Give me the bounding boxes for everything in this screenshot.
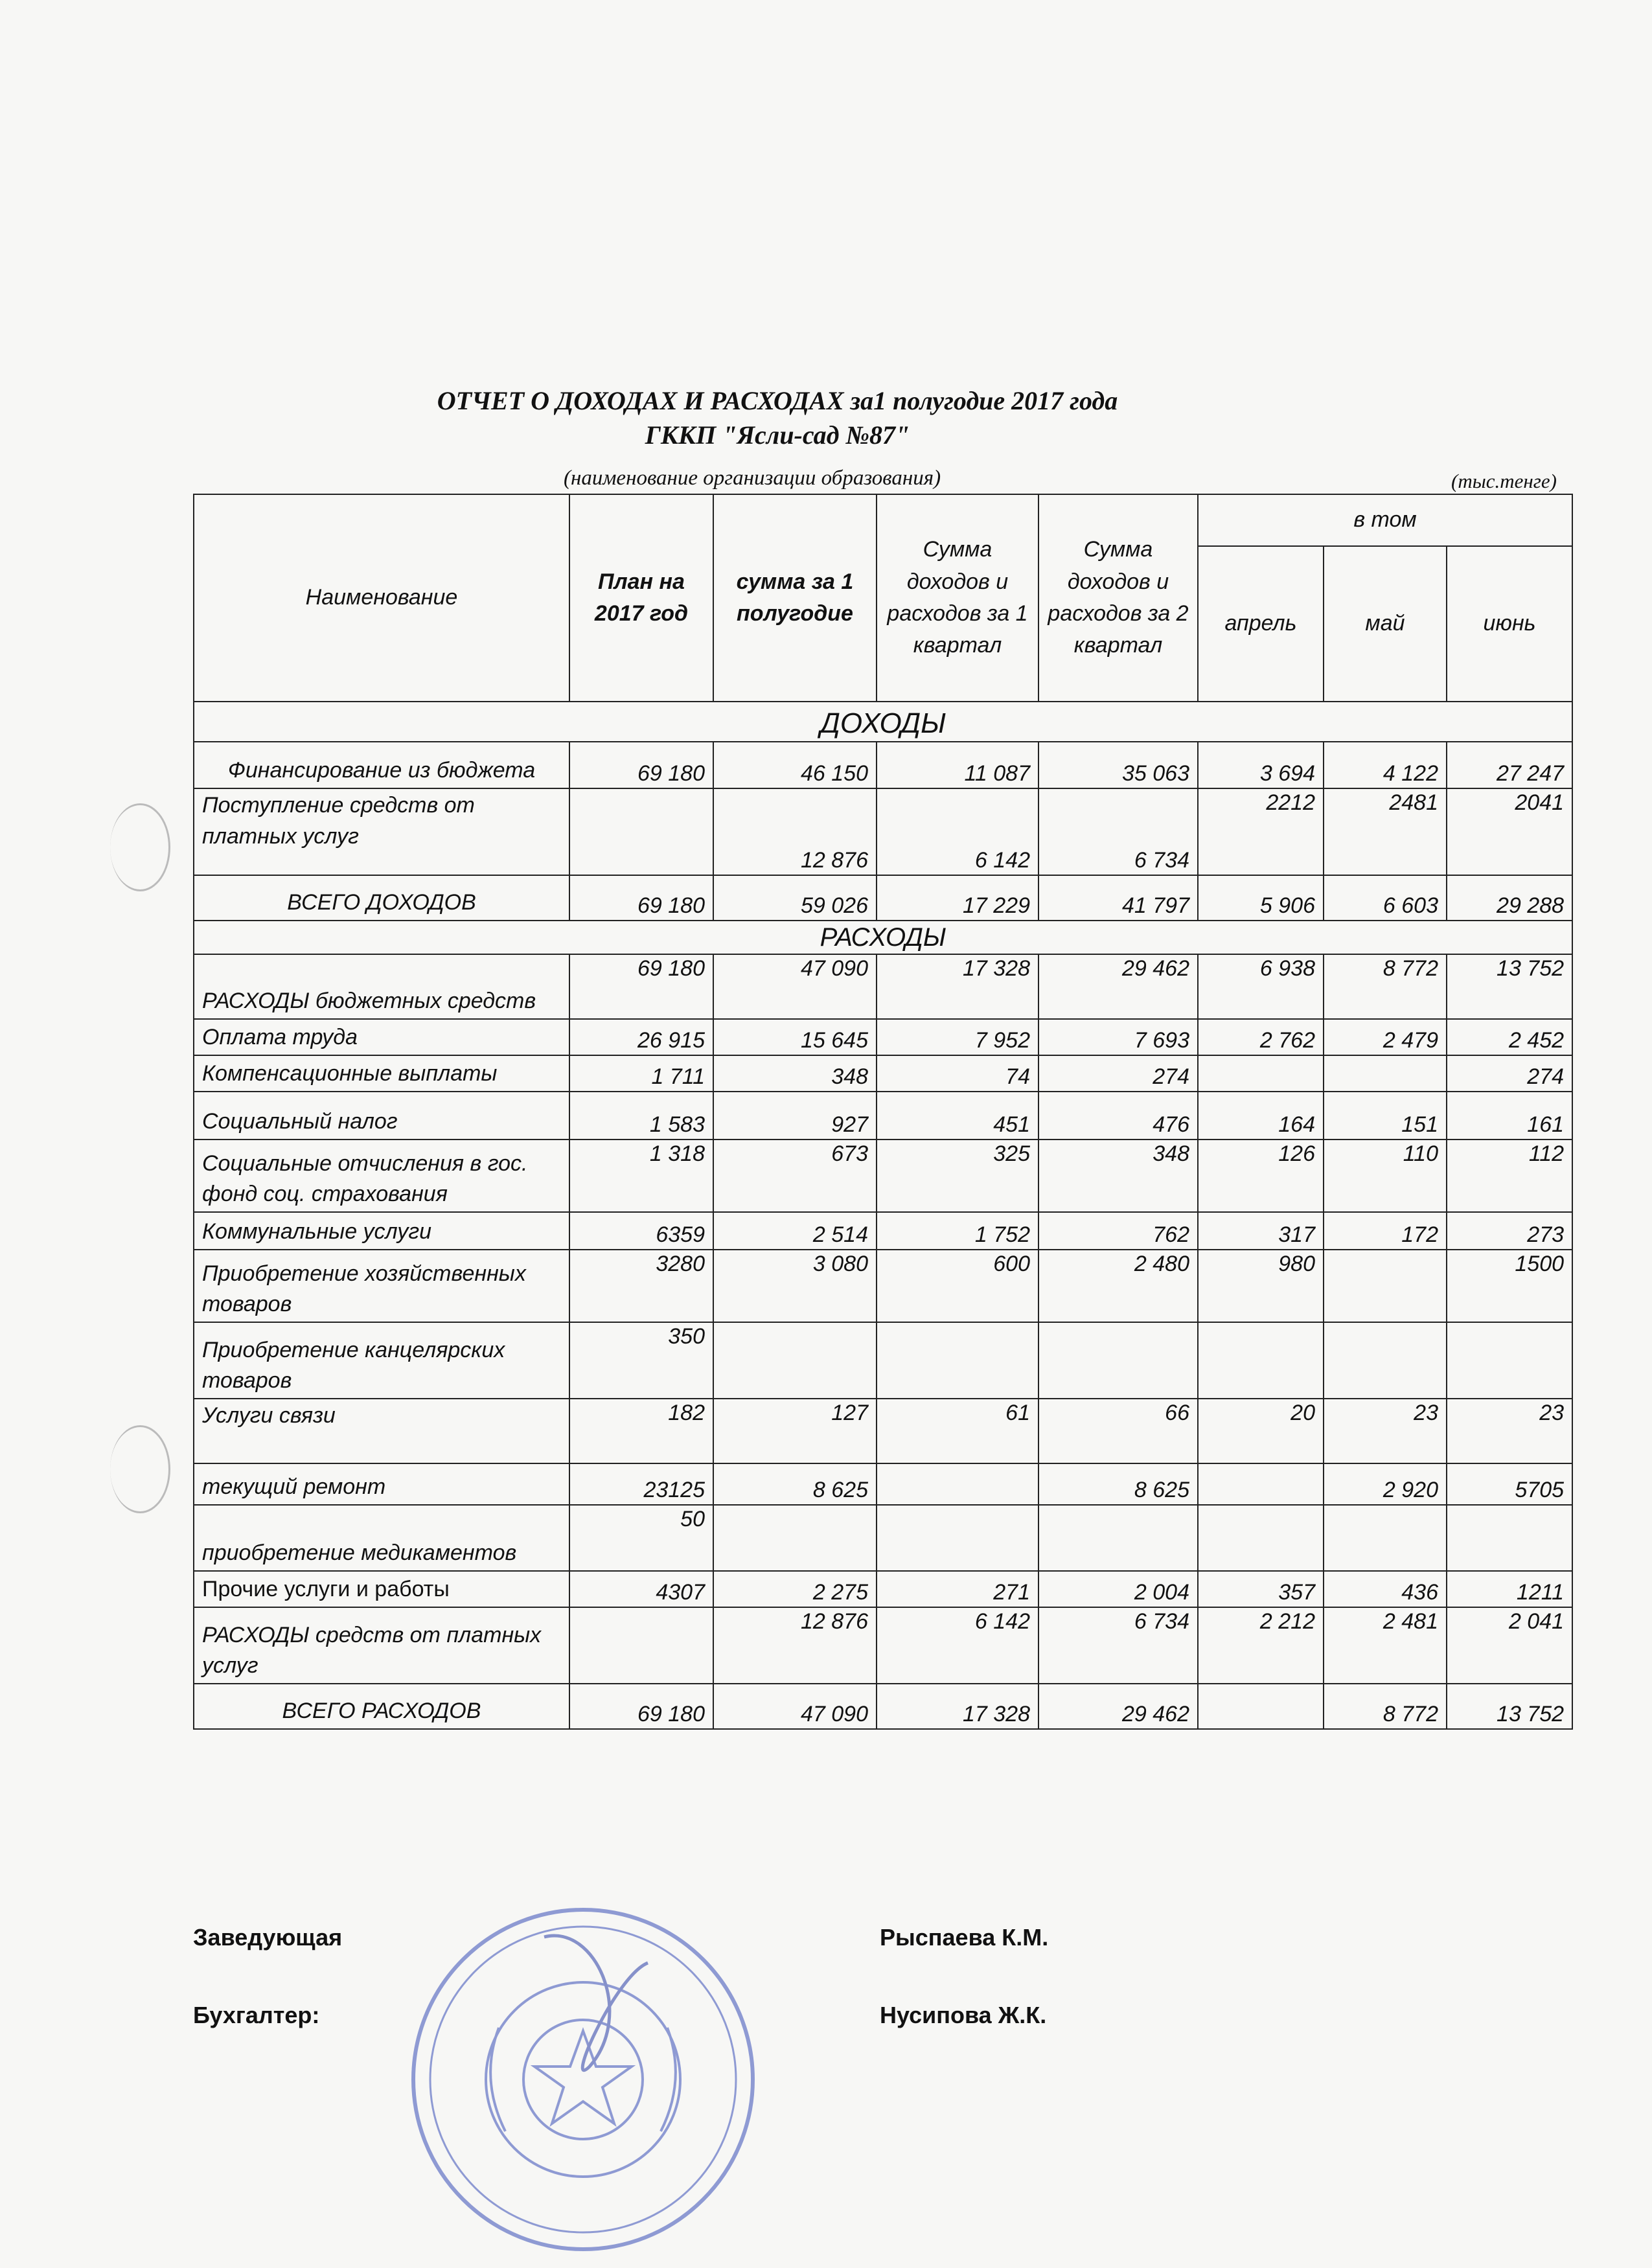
cell-may: 2 481 — [1324, 1607, 1447, 1684]
cell-plan: 182 — [569, 1399, 713, 1463]
cell-apr: 357 — [1198, 1571, 1324, 1607]
cell-q1: 6 142 — [877, 1607, 1038, 1684]
cell-half: 59 026 — [713, 875, 877, 921]
punch-hole — [110, 1425, 170, 1513]
cell-q2: 66 — [1038, 1399, 1198, 1463]
cell-plan: 350 — [569, 1322, 713, 1399]
cell-may: 2 920 — [1324, 1463, 1447, 1505]
cell-q2: 7 693 — [1038, 1019, 1198, 1055]
row-name: приобретение медикаментов — [194, 1505, 569, 1571]
cell-jun: 2 452 — [1447, 1019, 1572, 1055]
cell-plan: 1 711 — [569, 1055, 713, 1092]
cell-plan: 69 180 — [569, 875, 713, 921]
cell-plan: 69 180 — [569, 954, 713, 1019]
cell-jun: 161 — [1447, 1092, 1572, 1140]
table-row — [194, 1399, 1572, 1463]
col-header-including: в том — [1198, 494, 1572, 546]
cell-apr: 980 — [1198, 1250, 1324, 1322]
row-name: ВСЕГО РАСХОДОВ — [194, 1684, 569, 1729]
cell-q1: 7 952 — [877, 1019, 1038, 1055]
table-row-budget-expense — [194, 954, 1572, 1019]
row-name: Коммунальные услуги — [194, 1212, 569, 1250]
row-name: Приобретение хозяйственных товаров — [194, 1250, 569, 1322]
cell-q1: 74 — [877, 1055, 1038, 1092]
row-name: Услуги связи — [194, 1399, 569, 1463]
cell-apr: 317 — [1198, 1212, 1324, 1250]
table-row — [194, 1092, 1572, 1140]
cell-q1: 17 229 — [877, 875, 1038, 921]
cell-apr — [1198, 1322, 1324, 1399]
cell-apr: 2 762 — [1198, 1019, 1324, 1055]
cell-may — [1324, 1505, 1447, 1571]
cell-q1: 6 142 — [877, 788, 1038, 875]
cell-q2: 2 480 — [1038, 1250, 1198, 1322]
table-row — [194, 1505, 1572, 1571]
cell-q1: 325 — [877, 1140, 1038, 1212]
col-header-name: Наименование — [194, 494, 569, 702]
col-header-half: сумма за 1 полугодие — [713, 494, 877, 702]
cell-half: 47 090 — [713, 954, 877, 1019]
cell-plan: 69 180 — [569, 1684, 713, 1729]
cell-q1: 17 328 — [877, 1684, 1038, 1729]
cell-q1 — [877, 1505, 1038, 1571]
cell-q1 — [877, 1463, 1038, 1505]
cell-half: 12 876 — [713, 788, 877, 875]
cell-plan: 26 915 — [569, 1019, 713, 1055]
row-name: Компенсационные выплаты — [194, 1055, 569, 1092]
cell-plan — [569, 788, 713, 875]
table-row — [194, 788, 1572, 875]
cell-may: 172 — [1324, 1212, 1447, 1250]
cell-jun — [1447, 1322, 1572, 1399]
cell-jun: 2041 — [1447, 788, 1572, 875]
cell-q2 — [1038, 1505, 1198, 1571]
cell-apr — [1198, 1684, 1324, 1729]
cell-jun: 274 — [1447, 1055, 1572, 1092]
unit-label: (тыс.тенге) — [1451, 470, 1557, 492]
cell-half: 8 625 — [713, 1463, 877, 1505]
cell-apr — [1198, 1505, 1324, 1571]
cell-may — [1324, 1322, 1447, 1399]
cell-apr: 3 694 — [1198, 742, 1324, 788]
col-header-plan: План на 2017 год — [569, 494, 713, 702]
cell-apr — [1198, 1055, 1324, 1092]
cell-may — [1324, 1055, 1447, 1092]
cell-plan: 1 318 — [569, 1140, 713, 1212]
cell-q1: 61 — [877, 1399, 1038, 1463]
cell-q2: 6 734 — [1038, 1607, 1198, 1684]
cell-jun: 27 247 — [1447, 742, 1572, 788]
cell-q2: 476 — [1038, 1092, 1198, 1140]
cell-jun: 5705 — [1447, 1463, 1572, 1505]
cell-jun: 29 288 — [1447, 875, 1572, 921]
table-row — [194, 1212, 1572, 1250]
cell-q2: 41 797 — [1038, 875, 1198, 921]
cell-jun: 1211 — [1447, 1571, 1572, 1607]
cell-apr: 164 — [1198, 1092, 1324, 1140]
table-row — [194, 742, 1572, 788]
cell-q1: 600 — [877, 1250, 1038, 1322]
table-row — [194, 1019, 1572, 1055]
cell-half: 3 080 — [713, 1250, 877, 1322]
cell-apr: 2212 — [1198, 788, 1324, 875]
cell-may: 110 — [1324, 1140, 1447, 1212]
cell-q2: 274 — [1038, 1055, 1198, 1092]
cell-may: 4 122 — [1324, 742, 1447, 788]
cell-apr — [1198, 1463, 1324, 1505]
cell-apr: 5 906 — [1198, 875, 1324, 921]
cell-q1: 1 752 — [877, 1212, 1038, 1250]
cell-q1: 17 328 — [877, 954, 1038, 1019]
table-row-total-expense — [194, 1684, 1572, 1729]
cell-plan: 6359 — [569, 1212, 713, 1250]
cell-q2: 29 462 — [1038, 954, 1198, 1019]
col-header-q1: Сумма доходов и расходов за 1 квартал — [877, 494, 1038, 702]
cell-half: 47 090 — [713, 1684, 877, 1729]
cell-half: 348 — [713, 1055, 877, 1092]
cell-plan — [569, 1607, 713, 1684]
col-header-june: июнь — [1447, 546, 1572, 702]
cell-may: 8 772 — [1324, 1684, 1447, 1729]
table-row — [194, 1571, 1572, 1607]
report-title: ОТЧЕТ О ДОХОДАХ И РАСХОДАХ за1 полугодие 2017 года — [437, 386, 1118, 415]
organization-name: ГККП "Ясли-сад №87" — [645, 420, 910, 450]
table-row — [194, 1140, 1572, 1212]
cell-q2: 2 004 — [1038, 1571, 1198, 1607]
row-name: Поступление средств от платных услуг — [194, 788, 569, 875]
cell-jun: 2 041 — [1447, 1607, 1572, 1684]
cell-q1: 11 087 — [877, 742, 1038, 788]
row-name: Оплата труда — [194, 1019, 569, 1055]
cell-may: 436 — [1324, 1571, 1447, 1607]
cell-half: 2 514 — [713, 1212, 877, 1250]
cell-plan: 1 583 — [569, 1092, 713, 1140]
cell-apr: 2 212 — [1198, 1607, 1324, 1684]
cell-jun: 23 — [1447, 1399, 1572, 1463]
cell-may: 2481 — [1324, 788, 1447, 875]
cell-may: 8 772 — [1324, 954, 1447, 1019]
cell-jun: 112 — [1447, 1140, 1572, 1212]
cell-may: 2 479 — [1324, 1019, 1447, 1055]
cell-half: 15 645 — [713, 1019, 877, 1055]
cell-q2: 35 063 — [1038, 742, 1198, 788]
row-name: Финансирование из бюджета — [194, 742, 569, 788]
cell-half — [713, 1505, 877, 1571]
cell-half: 12 876 — [713, 1607, 877, 1684]
row-name: Социальные отчисления в гос. фонд соц. страхования — [194, 1140, 569, 1212]
table-row-paid-expense — [194, 1607, 1572, 1684]
row-name: Социальный налог — [194, 1092, 569, 1140]
col-header-april: апрель — [1198, 546, 1324, 702]
row-name: ВСЕГО ДОХОДОВ — [194, 875, 569, 921]
col-header-q2: Сумма доходов и расходов за 2 квартал — [1038, 494, 1198, 702]
official-seal-stamp — [402, 1898, 764, 2261]
head-label: Заведующая — [193, 1924, 343, 1951]
cell-half: 2 275 — [713, 1571, 877, 1607]
cell-half: 127 — [713, 1399, 877, 1463]
accountant-label: Бухгалтер: — [193, 2002, 320, 2028]
table-row — [194, 1250, 1572, 1322]
accountant-name: Нусипова Ж.К. — [880, 2002, 1047, 2028]
table-row — [194, 1322, 1572, 1399]
organization-caption: (наименование организации образования) — [564, 466, 941, 490]
punch-hole — [110, 803, 170, 891]
row-name: текущий ремонт — [194, 1463, 569, 1505]
cell-jun: 13 752 — [1447, 1684, 1572, 1729]
table-row-total-income — [194, 875, 1572, 921]
cell-q1: 271 — [877, 1571, 1038, 1607]
cell-q2: 762 — [1038, 1212, 1198, 1250]
cell-half — [713, 1322, 877, 1399]
cell-half: 927 — [713, 1092, 877, 1140]
cell-plan: 23125 — [569, 1463, 713, 1505]
row-name: Прочие услуги и работы — [194, 1571, 569, 1607]
cell-plan: 4307 — [569, 1571, 713, 1607]
table-row — [194, 1055, 1572, 1092]
cell-apr: 20 — [1198, 1399, 1324, 1463]
cell-apr: 126 — [1198, 1140, 1324, 1212]
cell-half: 46 150 — [713, 742, 877, 788]
section-expense: РАСХОДЫ — [194, 921, 1572, 954]
cell-q2: 29 462 — [1038, 1684, 1198, 1729]
cell-plan: 69 180 — [569, 742, 713, 788]
cell-may: 151 — [1324, 1092, 1447, 1140]
row-name: Приобретение канцелярских товаров — [194, 1322, 569, 1399]
cell-jun: 1500 — [1447, 1250, 1572, 1322]
row-name: РАСХОДЫ средств от платных услуг — [194, 1607, 569, 1684]
cell-plan: 3280 — [569, 1250, 713, 1322]
row-name: РАСХОДЫ бюджетных средств — [194, 954, 569, 1019]
cell-jun: 13 752 — [1447, 954, 1572, 1019]
cell-q2: 348 — [1038, 1140, 1198, 1212]
report-table — [193, 494, 1573, 1730]
cell-jun: 273 — [1447, 1212, 1572, 1250]
cell-q1: 451 — [877, 1092, 1038, 1140]
cell-q1 — [877, 1322, 1038, 1399]
cell-q2: 8 625 — [1038, 1463, 1198, 1505]
section-income: ДОХОДЫ — [194, 702, 1572, 742]
head-name: Рыспаева К.М. — [880, 1924, 1049, 1951]
cell-may — [1324, 1250, 1447, 1322]
cell-half: 673 — [713, 1140, 877, 1212]
cell-may: 23 — [1324, 1399, 1447, 1463]
cell-apr: 6 938 — [1198, 954, 1324, 1019]
cell-may: 6 603 — [1324, 875, 1447, 921]
col-header-may: май — [1324, 546, 1447, 702]
cell-q2 — [1038, 1322, 1198, 1399]
table-row — [194, 1463, 1572, 1505]
cell-plan: 50 — [569, 1505, 713, 1571]
cell-q2: 6 734 — [1038, 788, 1198, 875]
cell-jun — [1447, 1505, 1572, 1571]
